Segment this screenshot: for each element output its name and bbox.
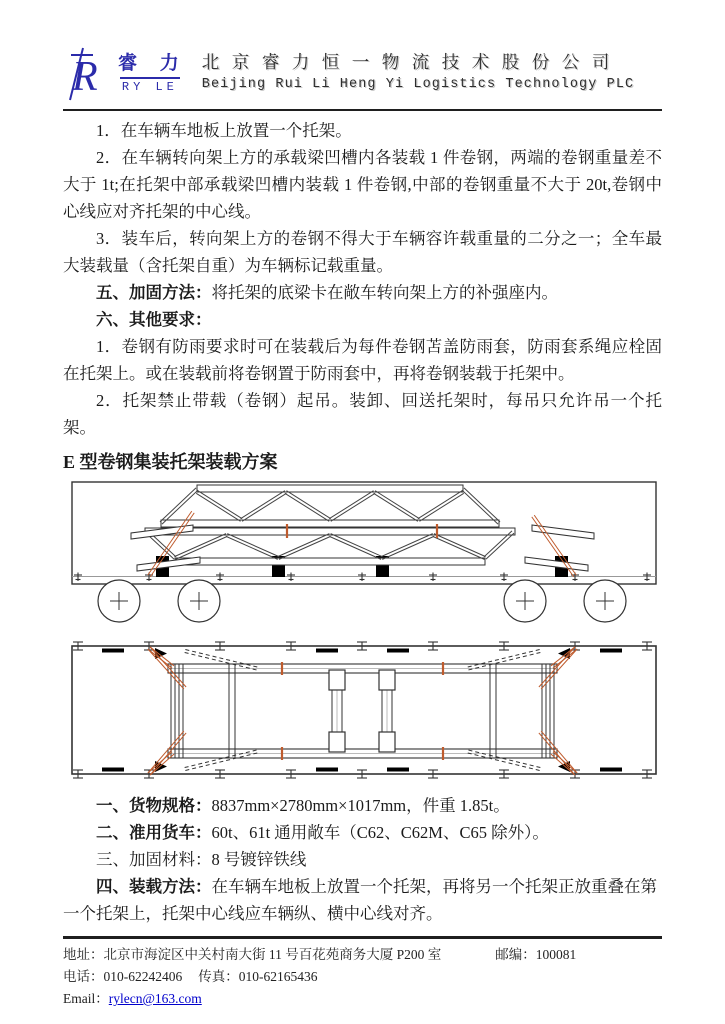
end-frames (171, 664, 554, 758)
paragraph-no-lift-loaded: 2．托架禁止带载（卷钢）起吊。装卸、回送托架时，每吊只允许吊一个托架。 (63, 391, 662, 437)
company-name-cn: 北京睿力恒一物流技术股份公司 (201, 52, 622, 72)
company-name-en: Beijing Rui Li Heng Yi Logistics Technology PLC (201, 77, 635, 92)
figure-side-view (63, 480, 662, 628)
logo-cn-label: 睿 力 (118, 53, 188, 74)
company-name-block (202, 46, 662, 92)
spec-text: 8 号镀锌铁线 (211, 850, 307, 869)
email-label: Email： (63, 991, 109, 1006)
spec-lead: 一、货物规格： (96, 796, 212, 815)
paragraph-step-3: 3．装车后，转向架上方的卷钢不得大于车辆容许载重量的二分之一；全车最大装载量（含托架自重）为车辆标记载重量。 (63, 229, 662, 275)
address-value: 北京市海淀区中关村南大街 11 号百花苑商务大厦 P200 室 (103, 947, 442, 962)
spec-lead: 三、加固材料： (96, 850, 212, 869)
footer-email-line (63, 988, 662, 1010)
spec-cargo-size (63, 792, 662, 819)
svg-text:R: R (72, 54, 98, 100)
section-heading: E 型卷钢集装托架装载方案 (63, 452, 278, 472)
paragraph-text: 将托架的底梁卡在敞车转向架上方的补强座内。 (211, 283, 558, 302)
logo-text (112, 48, 188, 94)
spec-lead: 二、准用货车： (96, 823, 212, 842)
footer-phone-line (63, 966, 662, 988)
spec-approved-wagons (63, 819, 662, 846)
truss-upper (160, 485, 500, 527)
paragraph-reinforce-method (63, 279, 662, 306)
wheels (98, 580, 626, 622)
paragraph-lead: 五、加固方法： (96, 283, 212, 302)
email-link[interactable]: rylecn@163.com (108, 991, 202, 1006)
side-rails (168, 664, 557, 758)
document-content (0, 111, 725, 927)
spec-reinforce-material (63, 846, 662, 873)
paragraph-other-requirements (63, 306, 662, 333)
address-label: 地址： (63, 947, 104, 962)
paragraph-rain-cover: 1．卷钢有防雨要求时可在装载后为每件卷钢苫盖防雨套，防雨套系绳应栓固在托架上。或在装载前将卷钢置于防雨套中，再将卷钢装载于托架中。 (63, 337, 662, 383)
side-view-diagram (63, 480, 662, 628)
spec-text: 8837mm×2780mm×1017mm，件重 1.85t。 (211, 796, 510, 815)
spec-text: 在车辆车地板上放置一个托架，再将另一个托架正放重叠在第一个托架上，托架中心线应车辆纵、横中心线对齐。 (63, 877, 657, 923)
spec-loading-method (63, 873, 662, 927)
fax-label: 传真： (198, 969, 239, 984)
spec-list (63, 792, 662, 927)
spec-text: 60t、61t 通用敞车（C62、C62M、C65 除外）。 (211, 823, 549, 842)
center-bearing-beams (329, 670, 395, 752)
paragraph-step-2: 2．在车辆转向架上方的承载梁凹槽内各装载 1 件卷钢，两端的卷钢重量差不大于 1t;在托架中部承载梁凹槽内装载 1 件卷钢,中部的卷钢重量不大于 20t,卷钢中心线应对齐托架的中心线。 (63, 148, 662, 221)
page-footer (63, 936, 662, 1010)
spec-lead: 四、装载方法： (96, 877, 212, 896)
zip-value: 100081 (535, 947, 577, 962)
rail-ticks (282, 662, 443, 760)
footer-address-line (63, 944, 662, 966)
company-logo (63, 46, 188, 102)
top-view-diagram (63, 640, 662, 782)
letterhead (0, 0, 725, 102)
paragraph-step-1: 1．在车辆车地板上放置一个托架。 (96, 121, 352, 140)
fax-value: 010-62165436 (238, 969, 318, 984)
zip-label: 邮编： (495, 947, 536, 962)
figure-top-view (63, 640, 662, 782)
phone-value: 010-62242406 (103, 969, 183, 984)
phone-label: 电话： (63, 969, 104, 984)
logo-en-label: RY LE (120, 77, 180, 94)
cross-beams (229, 664, 496, 758)
logo-mark-icon (63, 46, 105, 102)
paragraph-lead: 六、其他要求： (96, 310, 212, 329)
